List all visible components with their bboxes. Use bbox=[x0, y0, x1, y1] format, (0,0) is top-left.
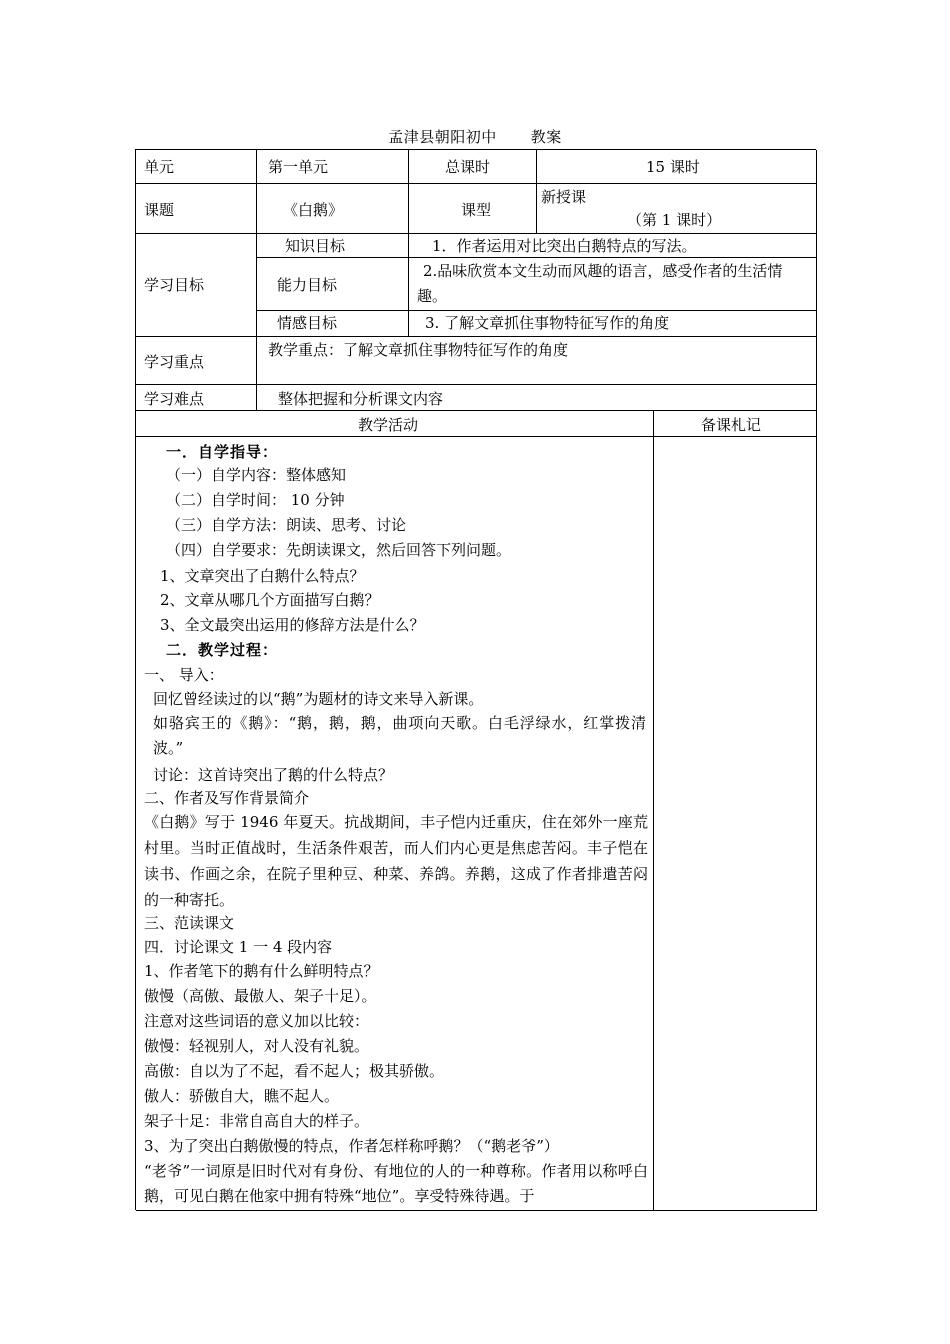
question-item: 2、文章从哪几个方面描写白鹅？ bbox=[160, 591, 380, 609]
activity-header: 教学活动 bbox=[358, 416, 419, 434]
goal-ability-label: 能力目标 bbox=[277, 276, 338, 294]
lesson-type-value: 新授课 bbox=[541, 188, 587, 206]
section-1-title: 一．自学指导： bbox=[166, 443, 279, 461]
discuss-line: 讨论：这首诗突出了鹅的什么特点？ bbox=[153, 766, 394, 784]
lesson-type-label: 课型 bbox=[461, 201, 492, 219]
self-study-item: （四）自学要求：先朗读课文，然后回答下列问题。 bbox=[166, 541, 512, 559]
read-title: 三、范读课文 bbox=[144, 914, 235, 932]
discuss-title: 四．讨论课文 1 一 4 段内容 bbox=[144, 938, 333, 956]
topic-label: 课题 bbox=[144, 201, 175, 219]
topic-value: 《白鹅》 bbox=[283, 201, 344, 219]
goals-label: 学习目标 bbox=[144, 276, 205, 294]
notes-header: 备课札记 bbox=[701, 416, 762, 434]
lesson-number: （第 1 课时） bbox=[627, 211, 722, 229]
definition-item: 高傲：自以为了不起，看不起人；极其骄傲。 bbox=[144, 1062, 445, 1080]
difficulty-label: 学习难点 bbox=[144, 390, 205, 408]
unit-label: 单元 bbox=[144, 158, 175, 176]
question-item: 3、全文最突出运用的修辞方法是什么？ bbox=[160, 616, 425, 634]
intro-title: 一、 导入： bbox=[144, 666, 224, 684]
self-study-item: （三）自学方法：朗读、思考、讨论 bbox=[166, 516, 407, 534]
poem-line: 如骆宾王的《鹅》：“鹅，鹅，鹅，曲项向天歌。白毛浮绿水，红掌拨清波。” bbox=[153, 714, 646, 757]
goal-emotion-label: 情感目标 bbox=[277, 314, 338, 332]
question-3: 3、为了突出白鹅傲慢的特点，作者怎样称呼鹅？（“鹅老爷”） bbox=[144, 1137, 559, 1155]
section-2-title: 二．教学过程： bbox=[166, 641, 279, 659]
document-type: 教案 bbox=[530, 128, 562, 146]
author-paragraph: 《白鹅》写于 1946 年夏天。抗战期间，丰子恺内迁重庆，住在郊外一座荒村里。当时正值战时，生活条件艰苦，而人们内心更是焦虑苦闷。丰子恺在读书、作画之余，在院子里种豆、种菜、养鸽。养鹅，这成了作者排遣苦闷的一种寄托。 bbox=[144, 813, 648, 909]
cell-notes-body bbox=[654, 437, 817, 1211]
key-value: 教学重点：了解文章抓住事物特征写作的角度 bbox=[268, 341, 569, 359]
unit-value: 第一单元 bbox=[268, 158, 329, 176]
question-1: 1、作者笔下的鹅有什么鲜明特点？ bbox=[144, 962, 379, 980]
answer-1: 傲慢（高傲、最傲人、架子十足）。 bbox=[144, 987, 377, 1005]
school-name: 孟津县朝阳初中 bbox=[388, 128, 497, 146]
difficulty-value: 整体把握和分析课文内容 bbox=[278, 390, 444, 408]
definition-item: 傲慢：轻视别人，对人没有礼貌。 bbox=[144, 1037, 370, 1055]
definition-item: 架子十足：非常自高自大的样子。 bbox=[144, 1112, 370, 1130]
note-line: 注意对这些词语的意义加以比较： bbox=[144, 1012, 370, 1030]
question-item: 1、文章突出了白鹅什么特点？ bbox=[160, 567, 365, 585]
author-title: 二、作者及写作背景简介 bbox=[144, 789, 310, 807]
goal-emotion-text: 3. 了解文章抓住事物特征写作的角度 bbox=[425, 314, 670, 332]
key-label: 学习重点 bbox=[144, 353, 205, 371]
goal-knowledge-text: 1．作者运用对比突出白鹅特点的写法。 bbox=[432, 237, 697, 255]
intro-line: 回忆曾经读过的以“鹅”为题材的诗文来导入新课。 bbox=[153, 690, 484, 708]
goal-knowledge-label: 知识目标 bbox=[285, 237, 346, 255]
document-title bbox=[0, 126, 950, 147]
question-3-paragraph: “老爷”一词原是旧时代对有身份、有地位的人的一种尊称。作者用以称呼白鹅，可见白鹅在他家中拥有特殊“地位”。享受特殊待遇。于 bbox=[144, 1162, 648, 1205]
hours-value: 15 课时 bbox=[646, 158, 700, 176]
goal-ability-text: 2.品味欣赏本文生动而风趣的语言，感受作者的生活情趣。 bbox=[417, 262, 783, 305]
self-study-item: （一）自学内容：整体感知 bbox=[166, 466, 347, 484]
definition-item: 傲人：骄傲自大，瞧不起人。 bbox=[144, 1087, 340, 1105]
self-study-item: （二）自学时间： 10 分钟 bbox=[166, 491, 345, 509]
hours-label: 总课时 bbox=[445, 158, 491, 176]
